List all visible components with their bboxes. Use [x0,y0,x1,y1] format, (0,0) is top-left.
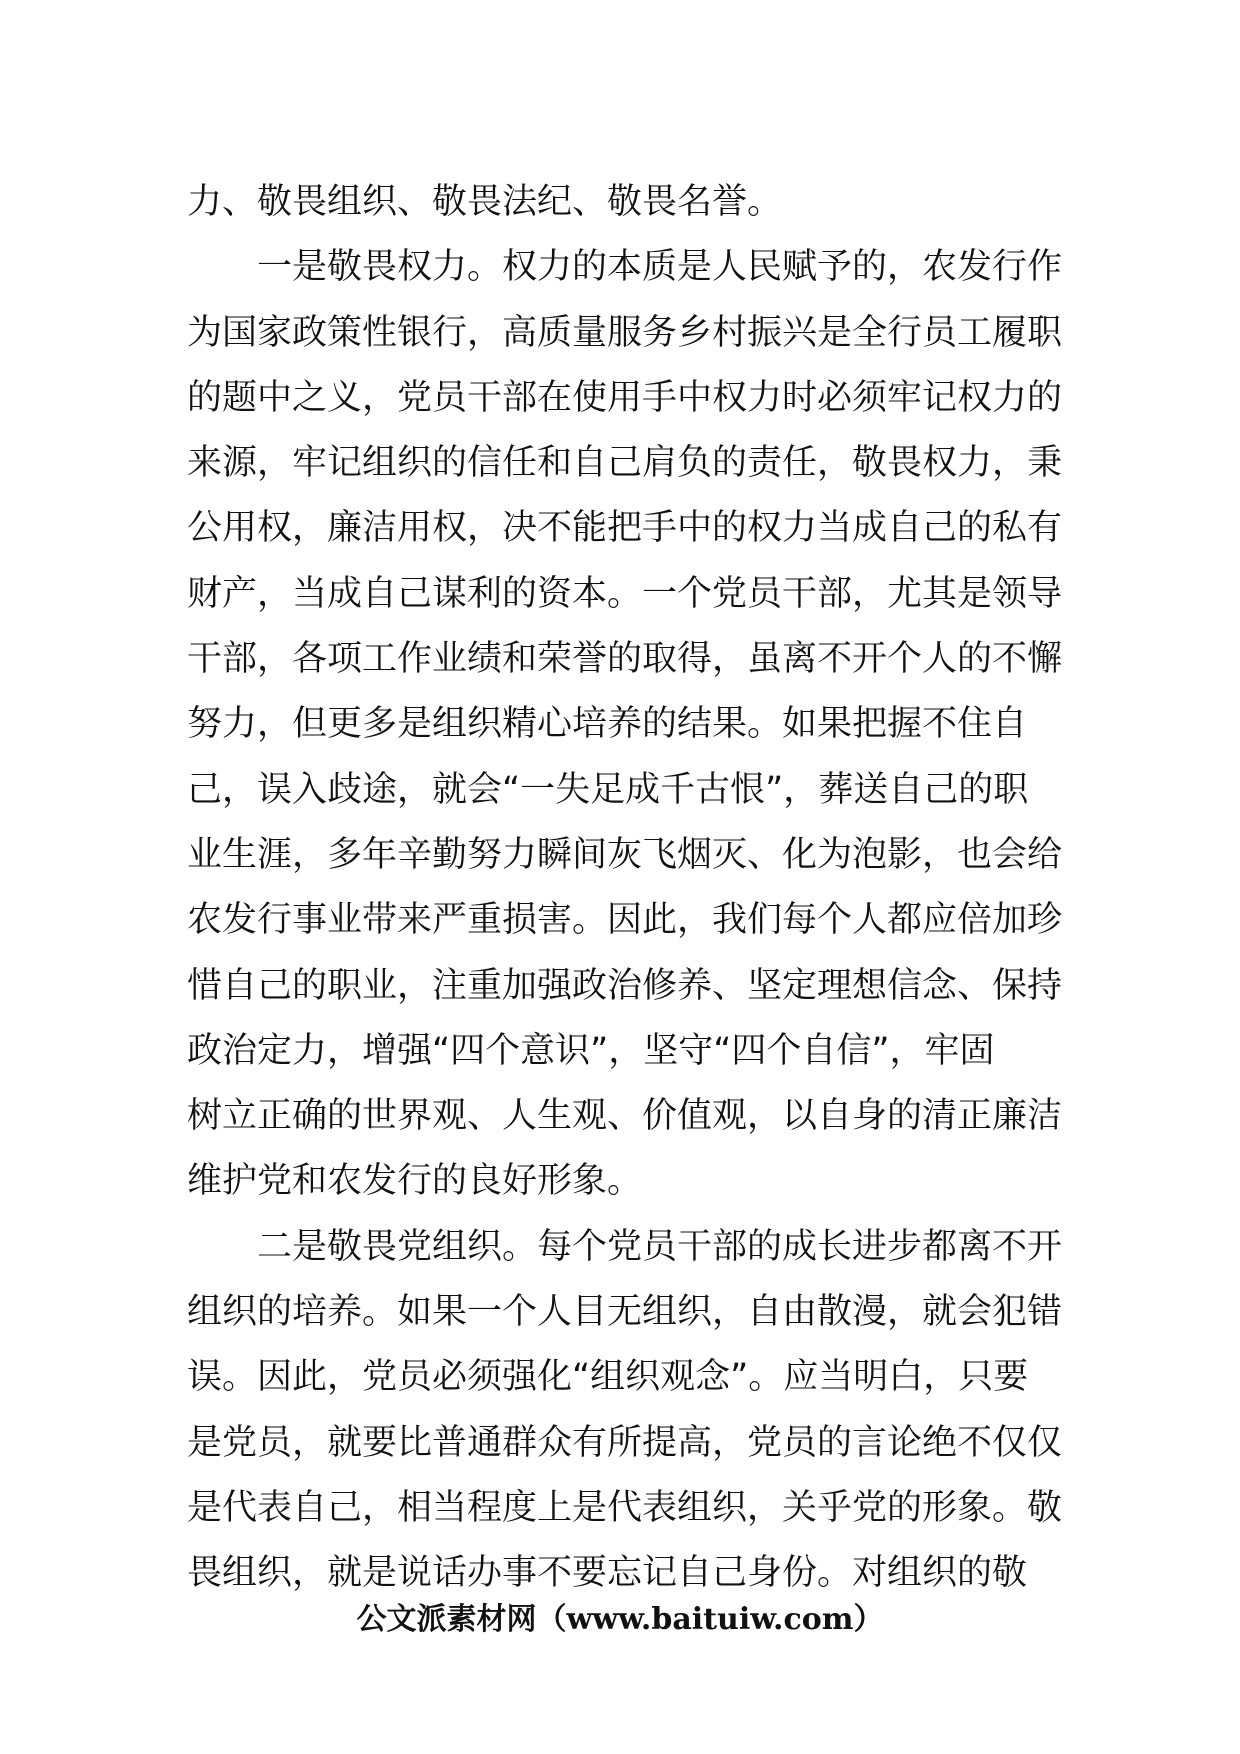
text-line: 组织的培养。如果一个人目无组织，自由散漫，就会犯错 [187,1292,1063,1333]
text-line: 公用权，廉洁用权，决不能把手中的权力当成自己的私有 [187,508,1063,549]
text-line: 是党员，就要比普通群众有所提高，党员的言论绝不仅仅 [187,1422,1063,1463]
text-line: 来源，牢记组织的信任和自己肩负的责任，敬畏权力，秉 [187,443,1063,484]
text-line: 一是敬畏权力。权力的本质是人民赋予的，农发行作 [187,247,1063,288]
text-line: 财产，当成自己谋利的资本。一个党员干部，尤其是领导 [187,573,1063,614]
text-line: 力、敬畏组织、敬畏法纪、敬畏名誉。 [187,182,783,222]
text-line: 业生涯，多年辛勤努力瞬间灰飞烟灭、化为泡影，也会给 [187,834,1063,875]
text-line: 是代表自己，相当程度上是代表组织，关乎党的形象。敬 [187,1487,1063,1528]
text-line: 政治定力，增强“四个意识”，坚守“四个自信”，牢固 [187,1030,995,1071]
footer-source: 公文派素材网（www.baituiw.com） [356,1602,884,1637]
text-line: 为国家政策性银行，高质量服务乡村振兴是全行员工履职 [187,312,1063,353]
text-line: 惜自己的职业，注重加强政治修养、坚定理想信念、保持 [187,965,1063,1006]
text-line: 己，误入歧途，就会“一失足成千古恨”，葬送自己的职 [187,769,1029,810]
text-line: 的题中之义，党员干部在使用手中权力时必须牢记权力的 [187,377,1063,418]
text-line: 树立正确的世界观、人生观、价值观，以自身的清正廉洁 [187,1096,1063,1137]
text-line: 农发行事业带来严重损害。因此，我们每个人都应倍加珍 [187,900,1063,941]
text-line: 误。因此，党员必须强化“组织观念”。应当明白，只要 [187,1357,1029,1398]
text-line: 努力，但更多是组织精心培养的结果。如果把握不住自 [187,704,1028,745]
text-line: 二是敬畏党组织。每个党员干部的成长进步都离不开 [187,1226,1063,1267]
text-line: 维护党和农发行的良好形象。 [187,1161,643,1202]
body-text [187,170,1063,1607]
text-line: 干部，各项工作业绩和荣誉的取得，虽离不开个人的不懈 [187,639,1063,680]
text-line: 畏组织，就是说话办事不要忘记自己身份。对组织的敬 [187,1553,1028,1594]
